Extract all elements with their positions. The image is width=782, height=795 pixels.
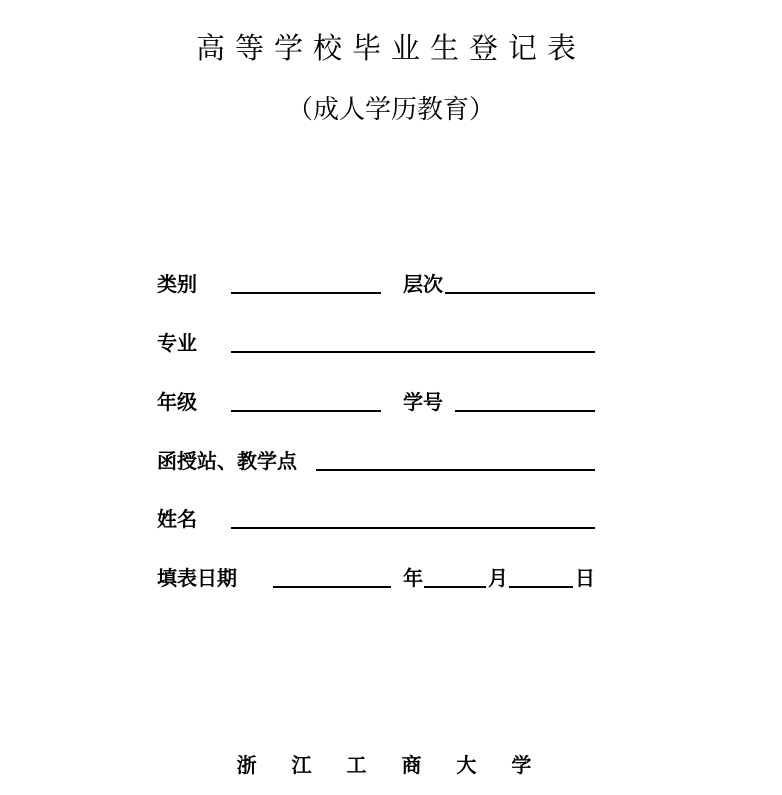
name-field[interactable] (231, 527, 595, 529)
category-field[interactable] (231, 292, 381, 294)
name-label: 姓名 (157, 507, 197, 531)
year-field[interactable] (424, 586, 486, 588)
day-label: 日 (575, 566, 595, 590)
category-label: 类别 (157, 272, 197, 296)
student-id-label: 学号 (403, 390, 443, 414)
major-label: 专业 (157, 331, 197, 355)
major-field[interactable] (231, 351, 595, 353)
form-title: 高等学校毕业生登记表 (195, 31, 586, 65)
student-id-field[interactable] (455, 410, 595, 412)
station-label: 函授站、教学点 (157, 449, 297, 473)
month-label: 月 (488, 566, 508, 590)
form-subtitle: （成人学历教育） (286, 95, 495, 125)
month-field[interactable] (509, 586, 573, 588)
level-field[interactable] (445, 292, 595, 294)
date-field[interactable] (273, 586, 391, 588)
grade-field[interactable] (231, 410, 381, 412)
station-field[interactable] (316, 469, 595, 471)
level-label: 层次 (403, 272, 443, 296)
university-name: 浙 江 工 商 大 学 (236, 753, 546, 777)
grade-label: 年级 (157, 390, 197, 414)
year-label: 年 (403, 566, 423, 590)
date-label: 填表日期 (157, 566, 237, 590)
